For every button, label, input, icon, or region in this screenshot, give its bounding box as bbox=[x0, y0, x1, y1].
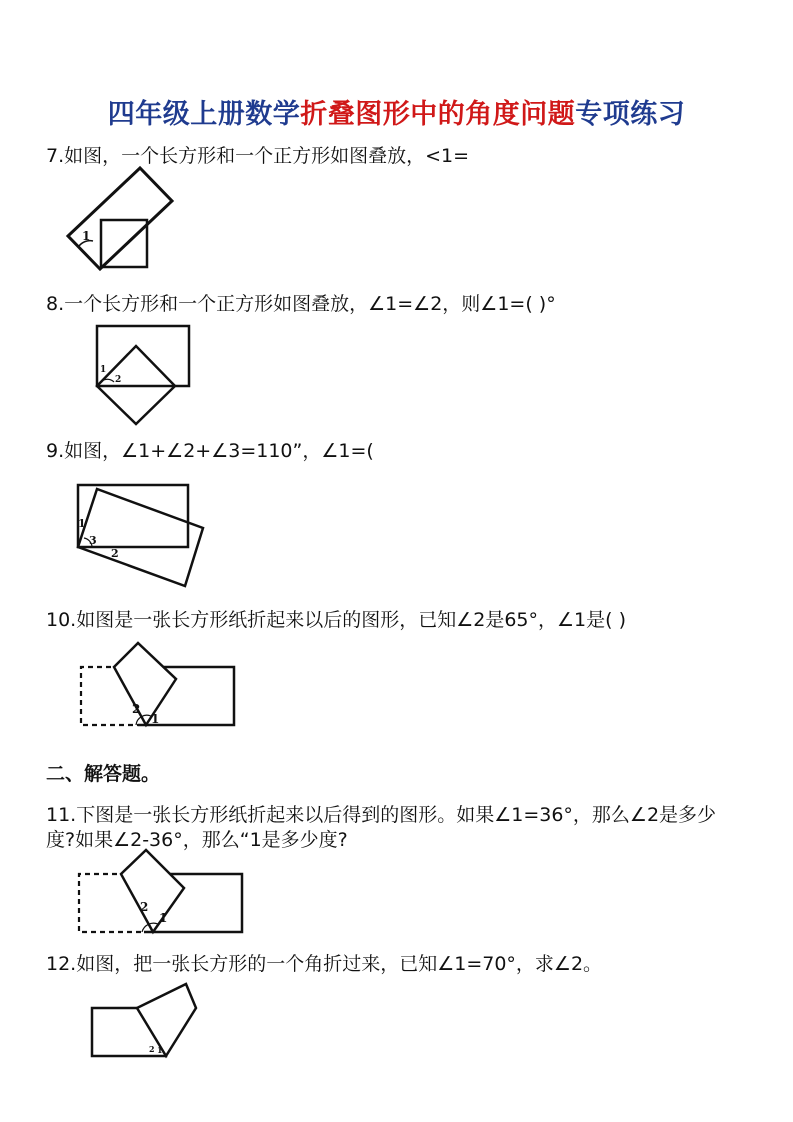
fig7-label-1: 1 bbox=[82, 229, 91, 243]
fig11-label-2: 2 bbox=[140, 900, 149, 914]
question-10: 10.如图是一张长方形纸折起来以后的图形，已知∠2是65°，∠1是( ) bbox=[46, 609, 627, 631]
figure-9 bbox=[72, 480, 212, 590]
title-part-2: 折叠图形中的角度问题 bbox=[300, 99, 576, 130]
question-9: 9.如图，∠1+∠2+∠3=110”，∠1=( bbox=[46, 440, 374, 462]
question-11-line-1: 11.下图是一张长方形纸折起来以后得到的图形。如果∠1=36°，那么∠2是多少 bbox=[46, 804, 717, 826]
figure-7 bbox=[60, 165, 180, 275]
question-12: 12.如图，把一张长方形的一个角折过来，已知∠1=70°，求∠2。 bbox=[46, 953, 603, 975]
fig11-label-1: 1 bbox=[159, 911, 168, 925]
figure-12 bbox=[86, 976, 206, 1061]
fig10-label-1: 1 bbox=[151, 712, 160, 726]
fig10-label-2: 2 bbox=[132, 702, 141, 716]
question-11-line-2: 度?如果∠2-36°，那么“1是多少度? bbox=[46, 829, 348, 851]
figure-8 bbox=[92, 322, 197, 430]
fig9-label-2: 2 bbox=[111, 547, 119, 560]
question-7: 7.如图，一个长方形和一个正方形如图叠放，<1= bbox=[46, 145, 470, 167]
title-part-3: 专项练习 bbox=[575, 99, 686, 130]
fig8-label-1: 1 bbox=[100, 365, 107, 375]
title-part-1: 四年级上册数学 bbox=[107, 99, 301, 130]
fig12-label-2: 2 bbox=[149, 1044, 155, 1054]
page-title bbox=[0, 92, 793, 131]
figure-11 bbox=[74, 842, 249, 937]
fig8-label-2: 2 bbox=[115, 375, 122, 385]
fig9-label-1: 1 bbox=[78, 517, 86, 530]
fig12-label-1: 1 bbox=[157, 1045, 163, 1055]
question-8: 8.一个长方形和一个正方形如图叠放，∠1=∠2，则∠1=( )° bbox=[46, 293, 556, 315]
figure-10 bbox=[76, 637, 241, 732]
section-2-heading: 二、解答题。 bbox=[46, 763, 161, 785]
fig9-label-3: 3 bbox=[89, 534, 97, 547]
